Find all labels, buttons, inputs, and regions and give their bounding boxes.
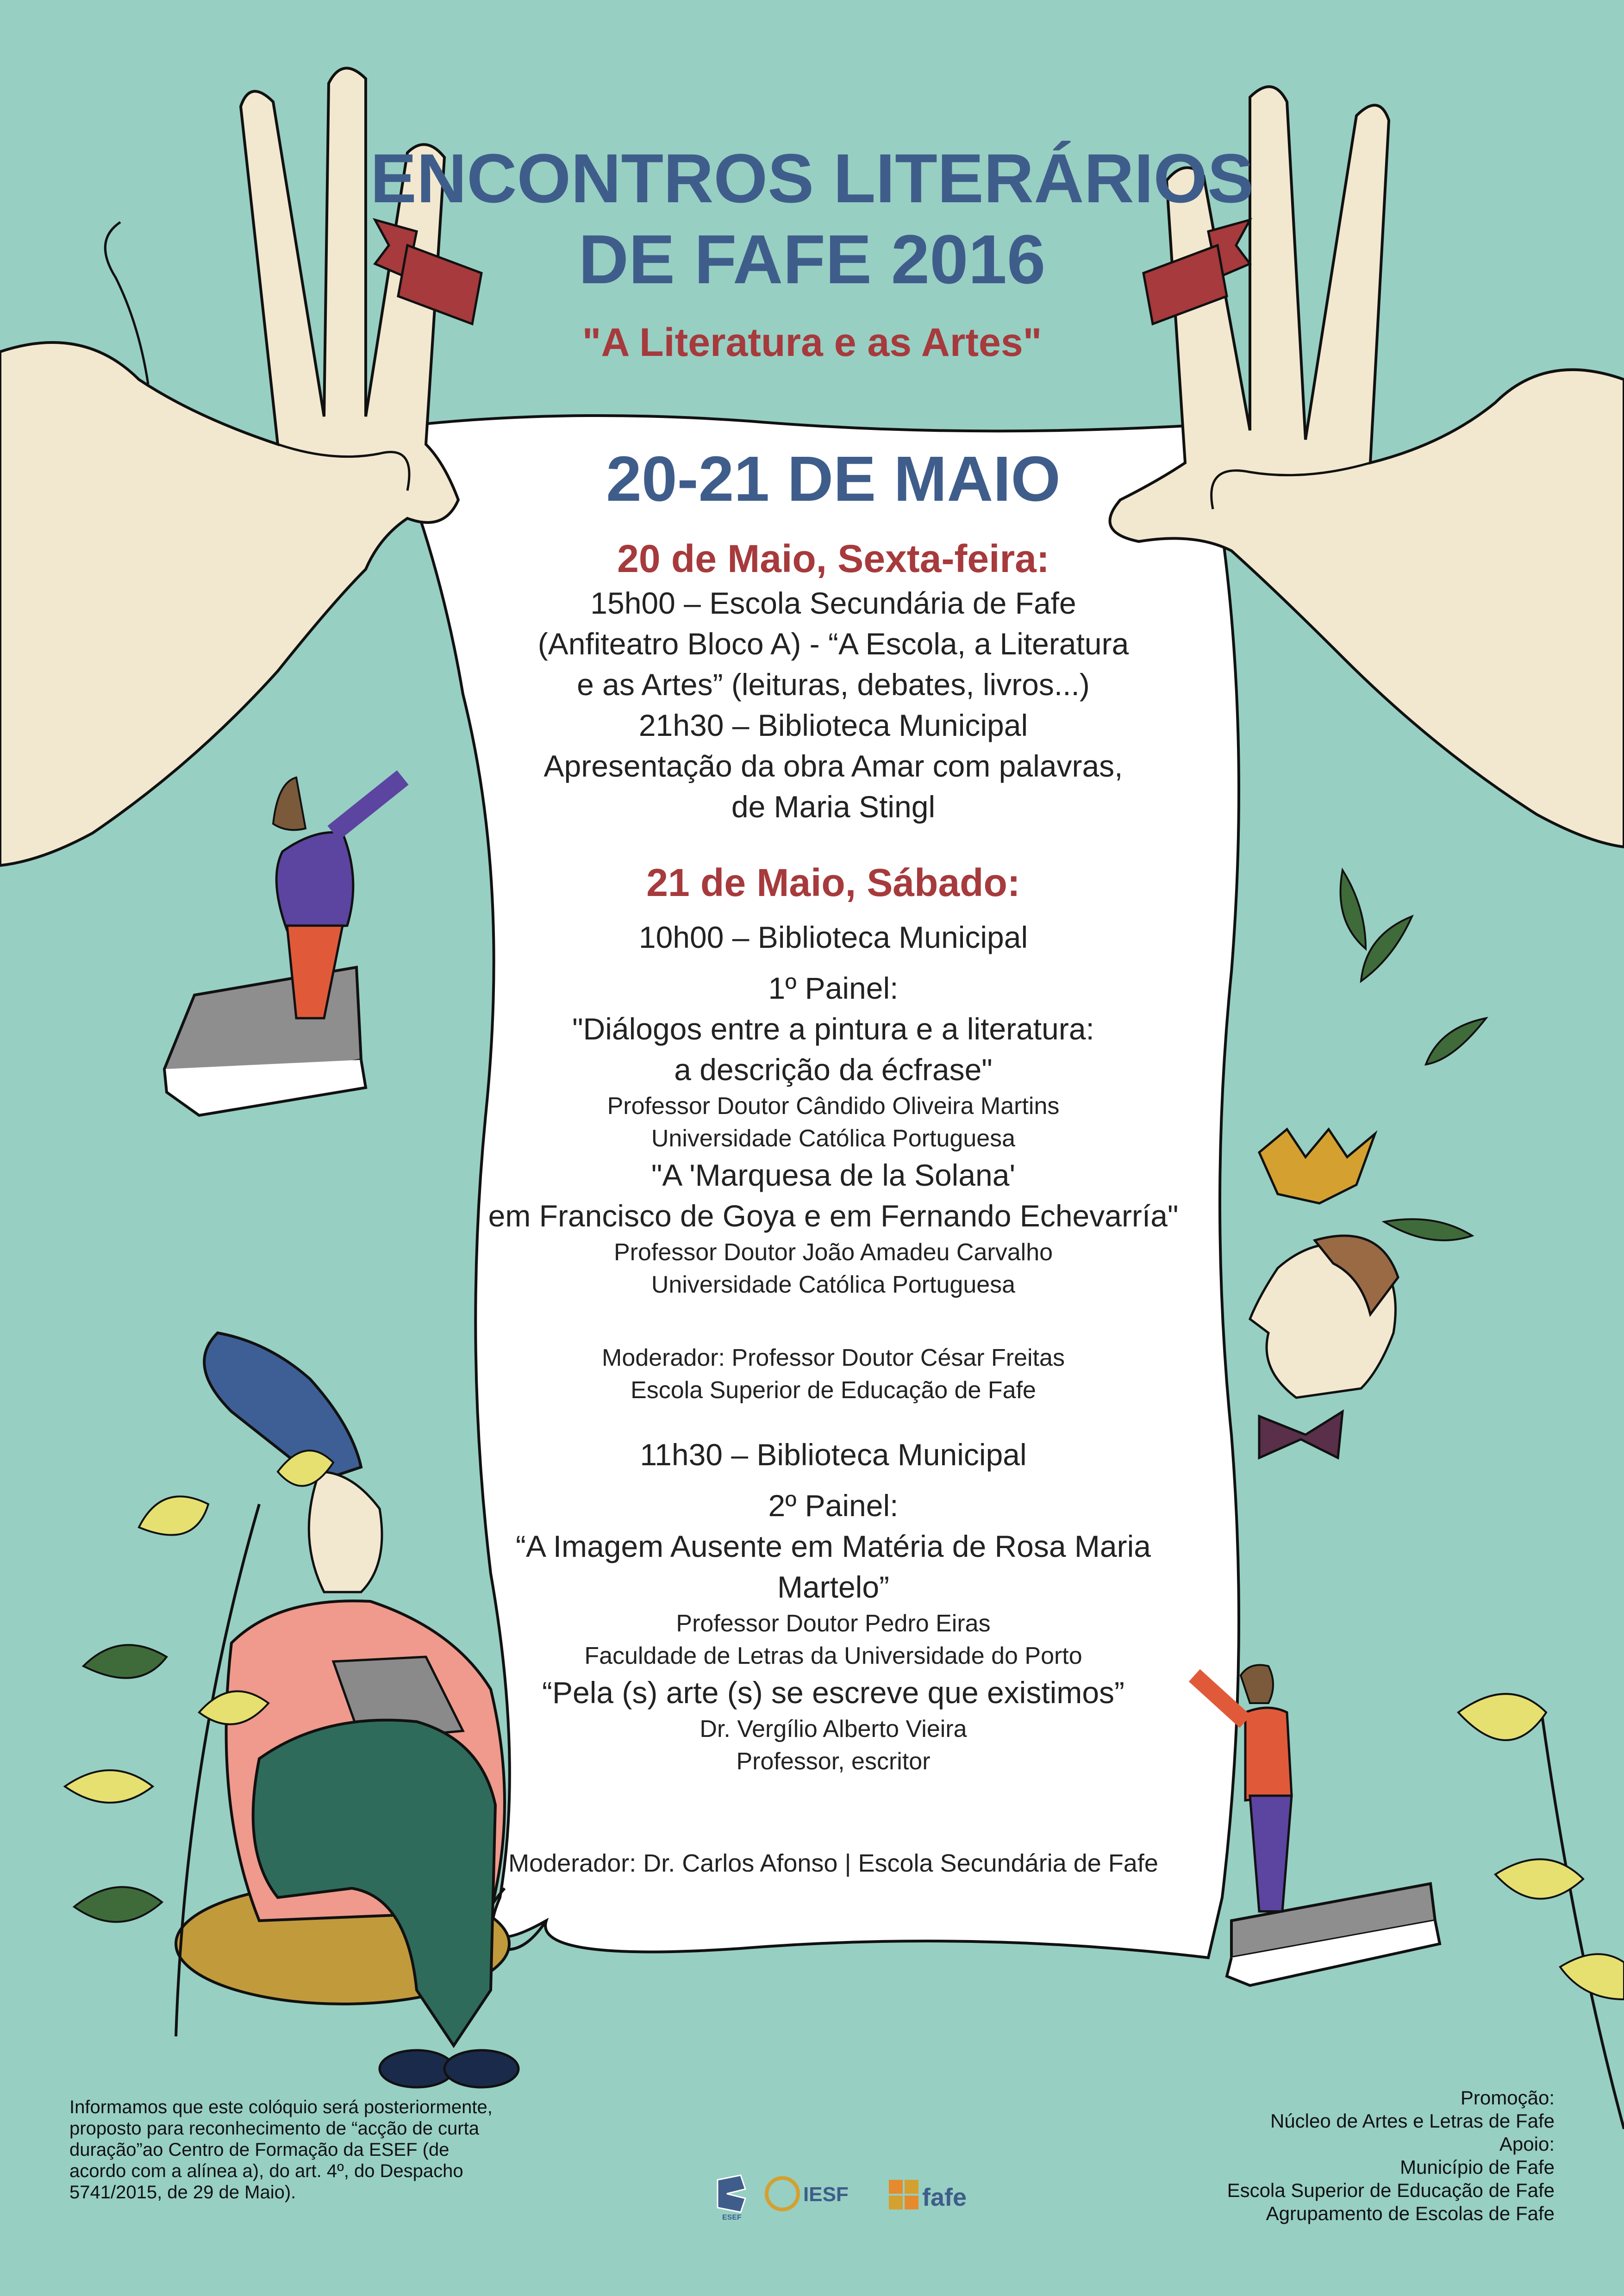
day1-line: (Anfiteatro Bloco A) - “A Escola, a Literatura [537,627,1129,661]
talk1-affiliation: Universidade Católica Portuguesa [651,1125,1016,1152]
day1-line: 15h00 – Escola Secundária de Fafe [590,586,1076,620]
talk3-speaker: Professor Doutor Pedro Eiras [676,1610,991,1637]
esef-logo [718,2175,745,2221]
fafe-logo [889,2180,967,2211]
note-line: Informamos que este colóquio será posteriormente, [69,2097,493,2117]
talk1-title: a descrição da écfrase" [674,1052,993,1087]
talk2-title: "A 'Marquesa de la Solana' [651,1158,1016,1192]
moderator2: Moderador: Dr. Carlos Afonso | Escola Secundária de Fafe [508,1849,1158,1877]
day1-line: e as Artes” (leituras, debates, livros...) [577,667,1090,702]
note-line: proposto para reconhecimento de “acção de curta [69,2118,479,2139]
iesf-logo [767,2178,849,2209]
sponsor-logos [713,2171,972,2221]
session1-time: 10h00 – Biblioteca Municipal [638,920,1028,954]
note-line: duração”ao Centro de Formação da ESEF (de [69,2140,450,2160]
moderator1-affiliation: Escola Superior de Educação de Fafe [631,1377,1036,1404]
day2-heading: 21 de Maio, Sábado: [646,861,1020,904]
credit-line: Apoio: [1499,2133,1555,2155]
esef-logo-label: ESEF [722,2214,742,2221]
talk4-title: “Pela (s) arte (s) se escreve que existimos” [542,1675,1125,1710]
credits [1045,2086,1555,2225]
credit-line: Escola Superior de Educação de Fafe [1227,2179,1555,2201]
talk4-speaker: Dr. Vergílio Alberto Vieira [700,1716,967,1742]
day1-line: Apresentação da obra Amar com palavras, [543,749,1123,783]
talk2-title: em Francisco de Goya e em Fernando Echevarría" [488,1199,1179,1233]
talk1-speaker: Professor Doutor Cândido Oliveira Martins [607,1093,1060,1120]
credit-line: Município de Fafe [1400,2156,1555,2178]
title-line-1: ENCONTROS LITERÁRIOS [370,139,1254,217]
note-line: 5741/2015, de 29 de Maio). [69,2182,296,2203]
talk2-affiliation: Universidade Católica Portuguesa [651,1271,1016,1298]
talk2-speaker: Professor Doutor João Amadeu Carvalho [613,1239,1053,1266]
session2-time: 11h30 – Biblioteca Municipal [640,1437,1027,1472]
accreditation-note [69,2097,532,2203]
iesf-logo-label: IESF [803,2183,849,2206]
plant-right-illustration [1458,1694,1624,2129]
fafe-logo-label: fafe [922,2184,967,2211]
day1-line: 21h30 – Biblioteca Municipal [638,708,1028,742]
note-line: acordo com a alínea a), do art. 4º, do Despacho [69,2161,463,2181]
credit-line: Agrupamento de Escolas de Fafe [1266,2203,1555,2224]
panel2-title: 2º Painel: [768,1488,899,1523]
talk3-title: “A Imagem Ausente em Matéria de Rosa Maria [516,1529,1151,1563]
man-head-illustration [1250,1236,1398,1458]
day1-line: de Maria Stingl [731,790,936,824]
talk4-affiliation: Professor, escritor [736,1748,931,1775]
crown-icon [1259,1129,1375,1203]
credit-line: Promoção: [1460,2087,1555,2109]
title-line-2: DE FAFE 2016 [578,220,1046,298]
talk3-title: Martelo” [777,1570,890,1604]
program-schedule [417,440,1250,1879]
talk1-title: "Diálogos entre a pintura e a literatura: [572,1012,1094,1046]
pointing-woman-illustration [164,778,403,1115]
credit-line: Núcleo de Artes e Letras de Fafe [1270,2110,1555,2132]
talk3-affiliation: Faculdade de Letras da Universidade do Porto [584,1643,1082,1669]
day1-heading: 20 de Maio, Sexta-feira: [617,537,1049,580]
panel1-title: 1º Painel: [768,971,899,1005]
moderator1: Moderador: Professor Doutor César Freitas [602,1344,1065,1371]
event-dates: 20-21 DE MAIO [606,443,1061,515]
subtitle: "A Literatura e as Artes" [582,320,1042,365]
leaves-right-illustration [1341,870,1486,1240]
